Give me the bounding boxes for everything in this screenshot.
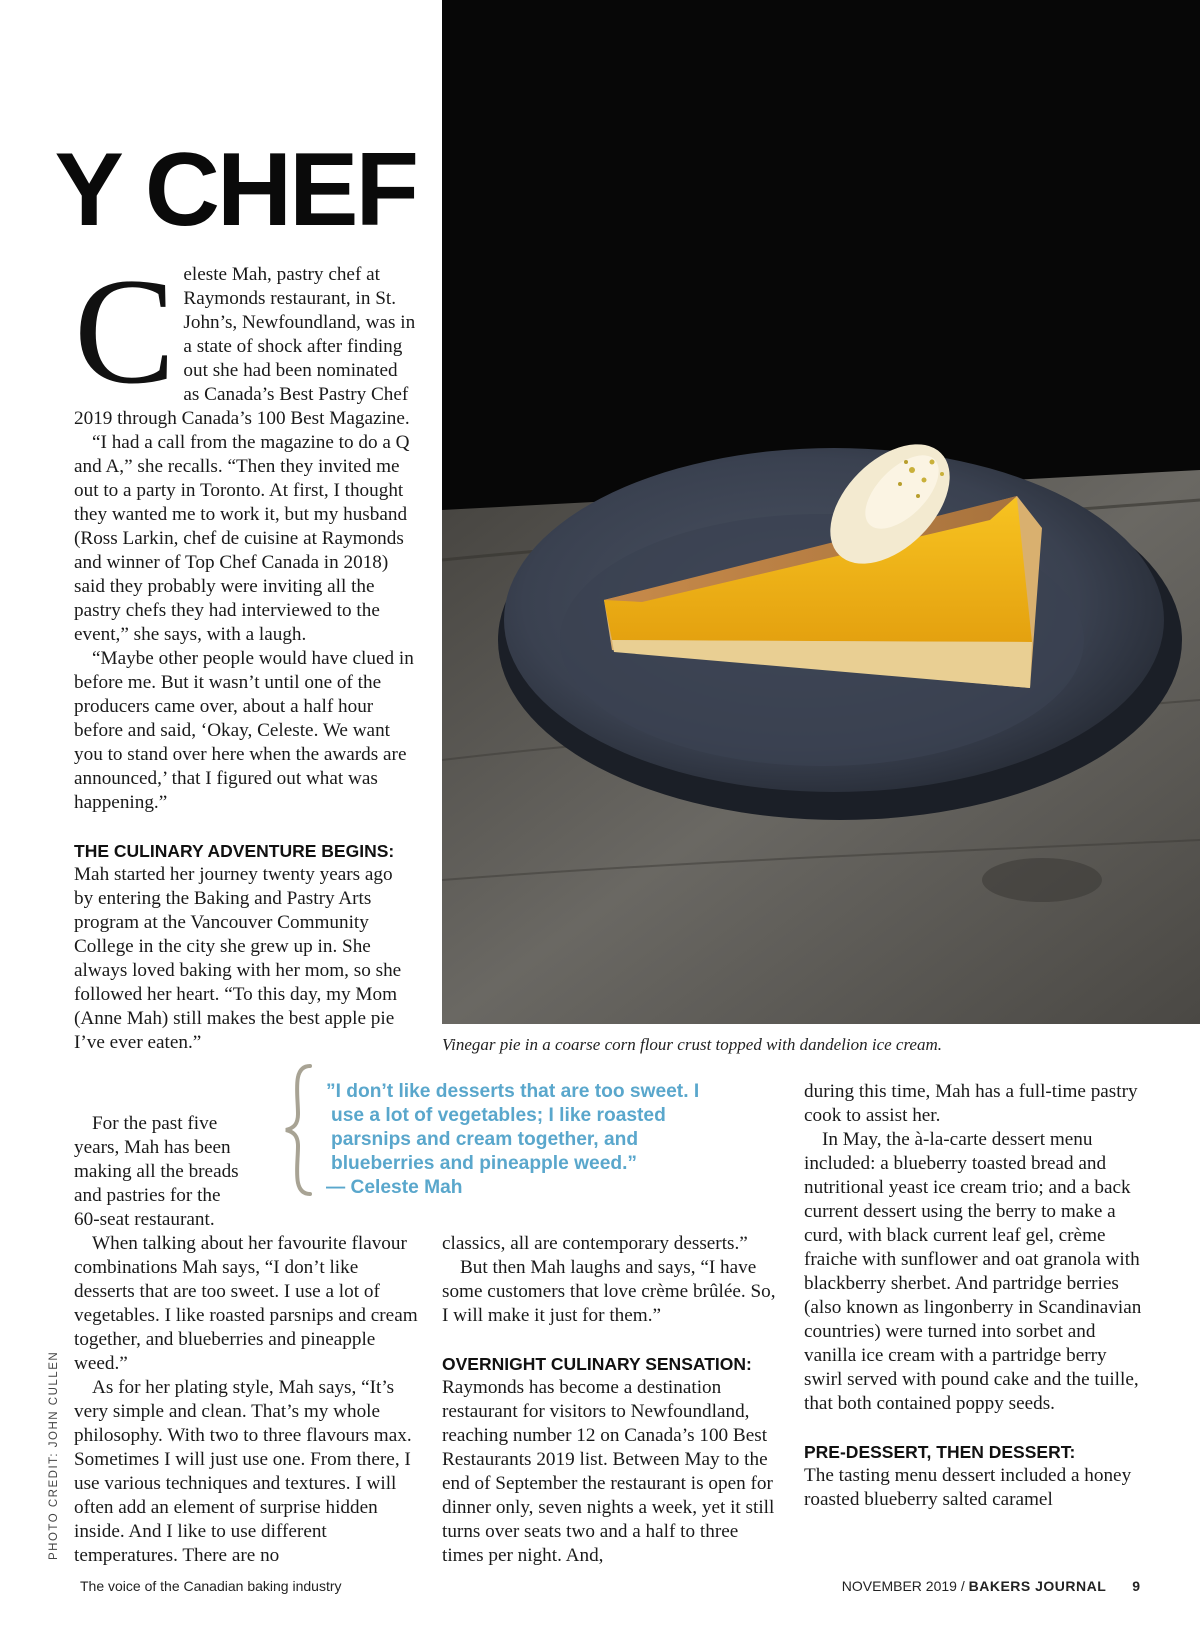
photo-credit: PHOTO CREDIT: JOHN CULLEN [48,1350,60,1560]
footer-tagline: The voice of the Canadian baking industry [80,1578,342,1594]
section2-paragraph-1: Raymonds has become a destination restaurant for visitors to Newfoundland, reaching number 12 on Canada’s 100 Best Restaurants 2019 list. Between May to the end of September the restaurant is open for dinner only, seven nights a week, yet it still turns over seats two and a half to three times per night. And, [442,1377,775,1566]
photo-caption: Vinegar pie in a coarse corn flour crust topped with dandelion ice cream. [442,1035,943,1054]
column3-paragraph-2: In May, the à-la-carte dessert menu included: a blueberry toasted bread and nutritional yeast ice cream trio; and a back current dessert using the berry to make a curd, with black current leaf gel, crème fraiche with sunflower and oat granola with blackberry sherbet. And partridge berries (also known as lingonberry in Scandinavian countries) were turned into sorbet and vanilla ice cream with a partridge berry swirl served with pound cake and the tuille, that both contained poppy seeds. [804,1129,1142,1414]
curly-brace-icon [280,1064,320,1196]
paragraph-2: “I had a call from the magazine to do a Q and A,” she recalls. “Then they invited me out to a party in Toronto. At first, I thought they wanted me to work it, but my husband (Ross Larkin, chef de cuisine at Raymonds and winner of Top Chef Canada in 2018) said they probably were inviting all the pastry chefs they had interviewed to the event,” she says, with a laugh. [74,432,410,645]
section1-paragraph-1: Mah started her journey twenty years ago by entering the Baking and Pastry Arts program at the Vancouver Community College in the city she grew up in. She always loved baking with her mom, so she followed her heart. “To this day, my Mom (Anne Mah) still makes the best apple pie I’ve ever eaten.” [74,864,402,1053]
column-1-narrow [74,1112,250,1232]
column2-paragraph-1: classics, all are contemporary desserts.” [442,1233,748,1254]
pull-quote [326,1080,776,1200]
footer-issue [842,1577,1140,1595]
section1-paragraph-4: As for her plating style, Mah says, “It’s very simple and clean. That’s my whole philosophy. With two to three flavours max. Sometimes I will just use one. From there, I use various techniques and textures. I will often add an element of surprise hidden inside. And I like to use different temperatures. There are no [74,1377,412,1566]
column2-paragraph-2: But then Mah laughs and says, “I have some customers that love crème brûlée. So, I will make it just for them.” [442,1257,776,1326]
intro-text: eleste Mah, pastry chef at Raymonds restaurant, in St. John’s, Newfoundland, was in a state of shock after finding out she had been nominated as Canada’s Best Pastry Chef 2019 through Canada’s 100 Best Magazine. [74,264,416,429]
section3-paragraph-1: The tasting menu dessert included a honey roasted blueberry salted caramel [804,1465,1132,1510]
column-3 [804,1080,1144,1512]
section-heading-pre-dessert: PRE-DESSERT, THEN DESSERT: [804,1442,1076,1462]
vinegar-pie-image [442,0,1200,1024]
drop-cap: C [74,247,176,415]
section-heading-culinary-adventure: THE CULINARY ADVENTURE BEGINS: [74,841,395,861]
pull-quote-line-1: ”I don’t like desserts that are too sweet. I [326,1081,700,1102]
section1-paragraph-3: When talking about her favourite flavour combinations Mah says, “I don’t like desserts that are too sweet. I use a lot of vegetables. I like roasted parsnips and cream together, and blueberries and pineapple weed.” [74,1233,418,1374]
footer-publication: BAKERS JOURNAL [968,1578,1107,1594]
pie-photo [442,0,1200,1024]
headline: Y CHEF [54,132,416,248]
page-number: 9 [1132,1578,1140,1594]
column-1-lower [74,1232,420,1568]
footer-issue-date: NOVEMBER 2019 / [841,1578,965,1594]
section-heading-overnight-sensation: OVERNIGHT CULINARY SENSATION: [442,1354,752,1374]
pull-quote-line-4: blueberries and pineapple weed.” [331,1153,638,1174]
pull-quote-attribution: — Celeste Mah [326,1177,463,1198]
column3-paragraph-1: during this time, Mah has a full-time pastry cook to assist her. [804,1081,1138,1126]
intro-paragraph [74,247,416,431]
column-2 [442,1232,782,1568]
section1-paragraph-2: For the past five years, Mah has been making all the breads and pastries for the 60-seat restaurant. [74,1113,239,1230]
paragraph-3: “Maybe other people would have clued in before me. But it wasn’t until one of the producers came over, about a half hour before and said, ‘Okay, Celeste. We want you to stand over here when the awards are announced,’ that I figured out what was happening.” [74,648,414,813]
column-1 [74,247,416,1055]
pull-quote-line-2: use a lot of vegetables; I like roasted [331,1105,666,1126]
pull-quote-line-3: parsnips and cream together, and [331,1129,639,1150]
